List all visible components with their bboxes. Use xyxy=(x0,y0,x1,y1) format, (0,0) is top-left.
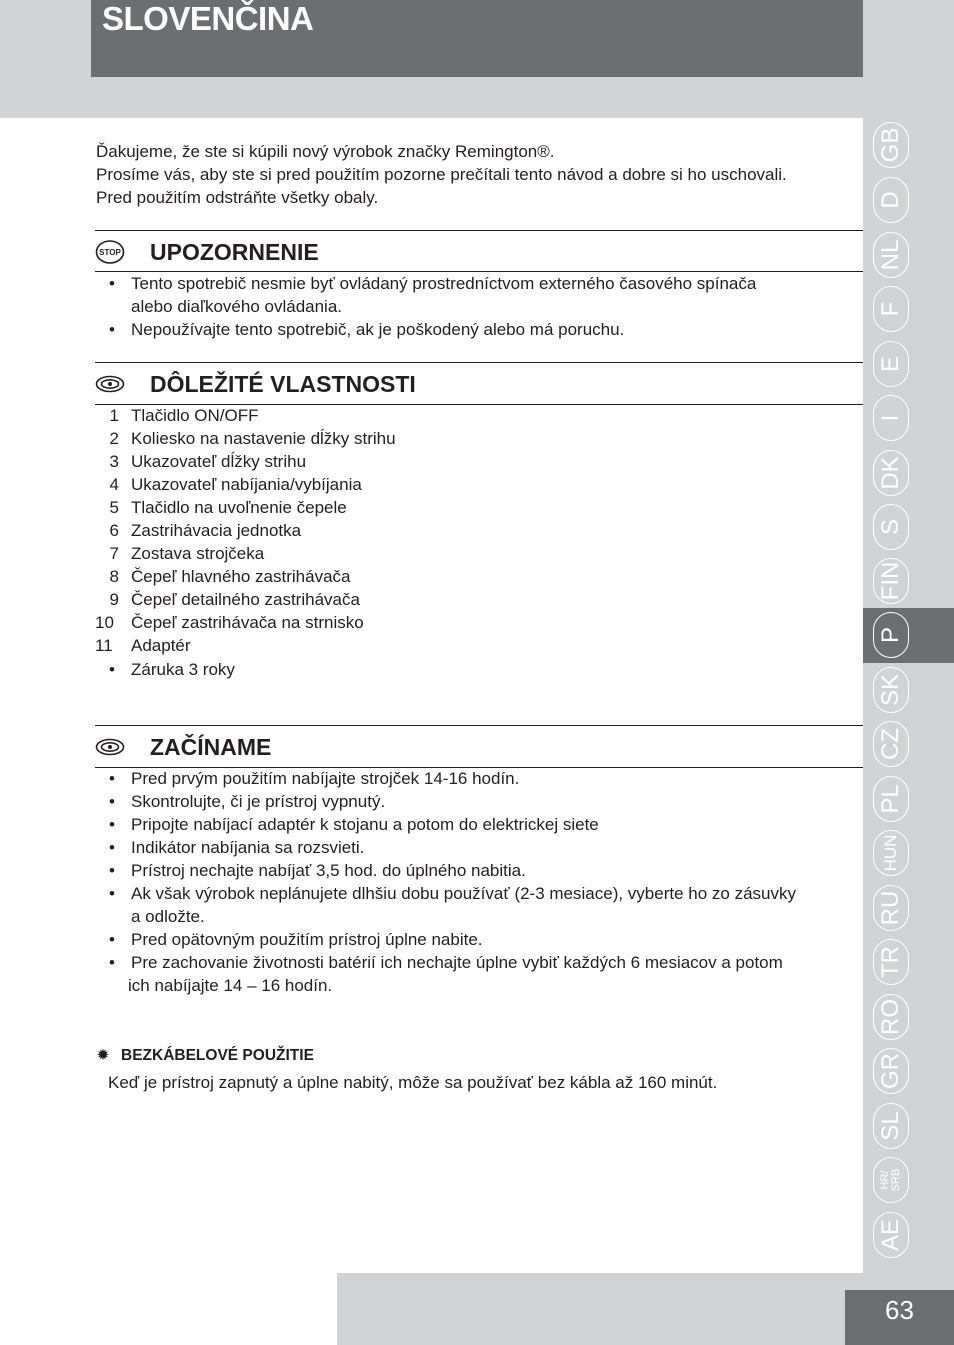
item-number: 5 xyxy=(109,498,119,517)
warning-section-header xyxy=(95,231,863,271)
list-item xyxy=(95,859,863,882)
list-item xyxy=(95,951,863,997)
tab-label: RU xyxy=(877,890,904,926)
list-item xyxy=(95,272,863,318)
item-number: 7 xyxy=(109,544,119,563)
tab-label: GR xyxy=(877,1053,904,1089)
item-number: 10 xyxy=(95,613,114,632)
list-item xyxy=(95,634,595,657)
tab-label: GB xyxy=(877,127,904,163)
page-number: 63 xyxy=(885,1295,914,1325)
list-item xyxy=(95,318,863,341)
list-item xyxy=(95,882,863,928)
page-title: SLOVENČINA xyxy=(102,0,314,37)
stop-icon xyxy=(95,240,125,264)
list-item-text: Nepoužívajte tento spotrebič, ak je poškodený alebo má poruchu. xyxy=(131,320,625,339)
list-item xyxy=(95,519,595,542)
item-text: Čepeľ hlavného zastrihávača xyxy=(131,567,351,586)
item-number: 9 xyxy=(109,590,119,609)
tab-d[interactable] xyxy=(863,173,954,228)
tab-ru[interactable] xyxy=(863,881,954,936)
tab-label: SL xyxy=(877,1111,904,1141)
eye-icon xyxy=(95,372,125,396)
bullet-dot: • xyxy=(109,838,115,857)
tab-f[interactable] xyxy=(863,282,954,337)
tab-gr[interactable] xyxy=(863,1044,954,1099)
list-item-text: Pre zachovanie životnosti batérií ich nechajte úplne vybiť každých 6 mesiacov a potom xyxy=(131,953,783,972)
features-list xyxy=(95,404,595,681)
list-item-text: Skontrolujte, či je prístroj vypnutý. xyxy=(131,792,386,811)
list-item-text: ich nabíjajte 14 – 16 hodín. xyxy=(128,976,333,995)
getting-started-section-header xyxy=(95,726,863,766)
item-number: 8 xyxy=(109,567,119,586)
intro-line: Ďakujeme, že ste si kúpili nový výrobok značky Remington®. xyxy=(96,142,555,161)
tab-label: PL xyxy=(877,784,904,814)
tab-label: NL xyxy=(877,239,904,271)
getting-started-title: ZAČÍNAME xyxy=(150,734,272,760)
item-text: Adaptér xyxy=(131,636,191,655)
list-item xyxy=(95,588,595,611)
list-item xyxy=(95,473,595,496)
item-number: 2 xyxy=(109,429,119,448)
item-number: 6 xyxy=(109,521,119,540)
tab-p[interactable] xyxy=(863,608,954,663)
list-item xyxy=(95,658,595,681)
tab-hun[interactable] xyxy=(863,826,954,881)
tab-gb[interactable] xyxy=(863,118,954,173)
list-item xyxy=(95,928,863,951)
bullet-dot: • xyxy=(109,660,115,679)
list-item-text: Prístroj nechajte nabíjať 3,5 hod. do úplného nabitia. xyxy=(131,861,526,880)
tab-label: FIN xyxy=(877,561,904,601)
tab-label: SK xyxy=(877,673,904,707)
list-item xyxy=(95,790,863,813)
list-item xyxy=(95,836,863,859)
list-item xyxy=(95,450,595,473)
list-item xyxy=(95,542,595,565)
tab-ro[interactable] xyxy=(863,990,954,1045)
intro-line: Pred použitím odstráňte všetky obaly. xyxy=(96,188,379,207)
tab-nl[interactable] xyxy=(863,228,954,283)
tab-ae[interactable] xyxy=(863,1208,954,1263)
tab-label: HUN xyxy=(881,834,900,872)
item-text: Tlačidlo na uvoľnenie čepele xyxy=(131,498,347,517)
list-item-text: a odložte. xyxy=(131,907,205,926)
list-item-text: Ak však výrobok neplánujete dlhšiu dobu používať (2-3 mesiace), vyberte ho zo zásuvky xyxy=(131,884,797,903)
item-number: 1 xyxy=(109,406,119,425)
tab-dk[interactable] xyxy=(863,446,954,501)
tab-label: RO xyxy=(877,999,904,1035)
list-item-text: Pripojte nabíjací adaptér k stojanu a potom do elektrickej siete xyxy=(131,815,599,834)
item-number: 11 xyxy=(95,636,113,655)
cordless-subheading xyxy=(95,1045,314,1067)
tab-label: S xyxy=(877,518,904,536)
tab-label: E xyxy=(877,355,904,373)
tab-sl[interactable] xyxy=(863,1099,954,1154)
list-item xyxy=(95,813,863,836)
tab-label: F xyxy=(877,301,904,317)
tab-i[interactable] xyxy=(863,391,954,446)
tab-label: TR xyxy=(877,946,904,978)
sun-icon: ✹ xyxy=(96,1047,110,1064)
tab-cz[interactable] xyxy=(863,717,954,772)
title-bar xyxy=(91,0,863,77)
item-text: Záruka 3 roky xyxy=(131,660,235,679)
features-title: DÔLEŽITÉ VLASTNOSTI xyxy=(150,371,416,397)
item-text: Zostava strojčeka xyxy=(131,544,265,563)
bullet-dot: • xyxy=(109,953,115,972)
bullet-dot: • xyxy=(109,274,115,293)
item-text: Ukazovateľ dĺžky strihu xyxy=(131,452,307,471)
item-text: Koliesko na nastavenie dĺžky strihu xyxy=(131,429,396,448)
tab-label: I xyxy=(877,414,904,422)
bullet-dot: • xyxy=(109,861,115,880)
list-item-text: Pred opätovným použitím prístroj úplne nabite. xyxy=(131,930,483,949)
bullet-dot: • xyxy=(109,792,115,811)
item-text: Zastrihávacia jednotka xyxy=(131,521,302,540)
features-section-header xyxy=(95,363,863,403)
item-text: Tlačidlo ON/OFF xyxy=(131,406,259,425)
list-item-text: Pred prvým použitím nabíjajte strojček 14-16 hodín. xyxy=(131,769,520,788)
tab-tr[interactable] xyxy=(863,935,954,990)
list-item xyxy=(95,427,595,450)
list-item xyxy=(95,565,595,588)
list-item-text: Tento spotrebič nesmie byť ovládaný prostredníctvom externého časového spínača xyxy=(131,274,757,293)
tab-label: AE xyxy=(877,1218,904,1252)
intro-line: Prosíme vás, aby ste si pred použitím pozorne prečítali tento návod a dobre si ho uschovali. xyxy=(96,165,787,184)
tab-pl[interactable] xyxy=(863,772,954,827)
stop-icon-text: STOP xyxy=(99,248,121,257)
cordless-title: BEZKÁBELOVÉ POUŽITIE xyxy=(121,1047,314,1064)
tab-label: D xyxy=(877,191,904,209)
warning-list xyxy=(95,272,863,341)
tab-label: HR/ SRB xyxy=(879,1168,902,1192)
tab-label: P xyxy=(877,626,904,644)
tab-e[interactable] xyxy=(863,337,954,392)
list-item-text: Indikátor nabíjania sa rozsvieti. xyxy=(131,838,365,857)
item-text: Ukazovateľ nabíjania/vybíjania xyxy=(131,475,362,494)
tab-s[interactable] xyxy=(863,500,954,555)
tab-sk[interactable] xyxy=(863,663,954,718)
list-item-text: alebo diaľkového ovládania. xyxy=(131,297,343,316)
list-item xyxy=(95,767,863,790)
tab-fin[interactable] xyxy=(863,554,954,609)
intro-text xyxy=(96,140,856,209)
bullet-dot: • xyxy=(109,815,115,834)
tab-hr-srb[interactable] xyxy=(863,1153,954,1208)
eye-icon xyxy=(95,735,125,759)
tab-label: DK xyxy=(877,456,904,490)
getting-started-list xyxy=(95,767,863,997)
item-text: Čepeľ detailného zastrihávača xyxy=(131,590,360,609)
bullet-dot: • xyxy=(109,320,115,339)
bullet-dot: • xyxy=(109,769,115,788)
list-item xyxy=(95,496,595,519)
list-item xyxy=(95,404,595,427)
bullet-dot: • xyxy=(109,884,115,903)
item-number: 3 xyxy=(109,452,119,471)
page-number-box xyxy=(845,1290,954,1345)
warning-title: UPOZORNENIE xyxy=(150,239,319,265)
bullet-dot: • xyxy=(109,930,115,949)
tab-label: CZ xyxy=(877,728,904,760)
cordless-text: Keď je prístroj zapnutý a úplne nabitý, môže sa používať bez kábla až 160 minút. xyxy=(108,1073,718,1092)
item-text: Čepeľ zastrihávača na strnisko xyxy=(131,613,364,632)
item-number: 4 xyxy=(109,475,119,494)
list-item xyxy=(95,611,595,634)
